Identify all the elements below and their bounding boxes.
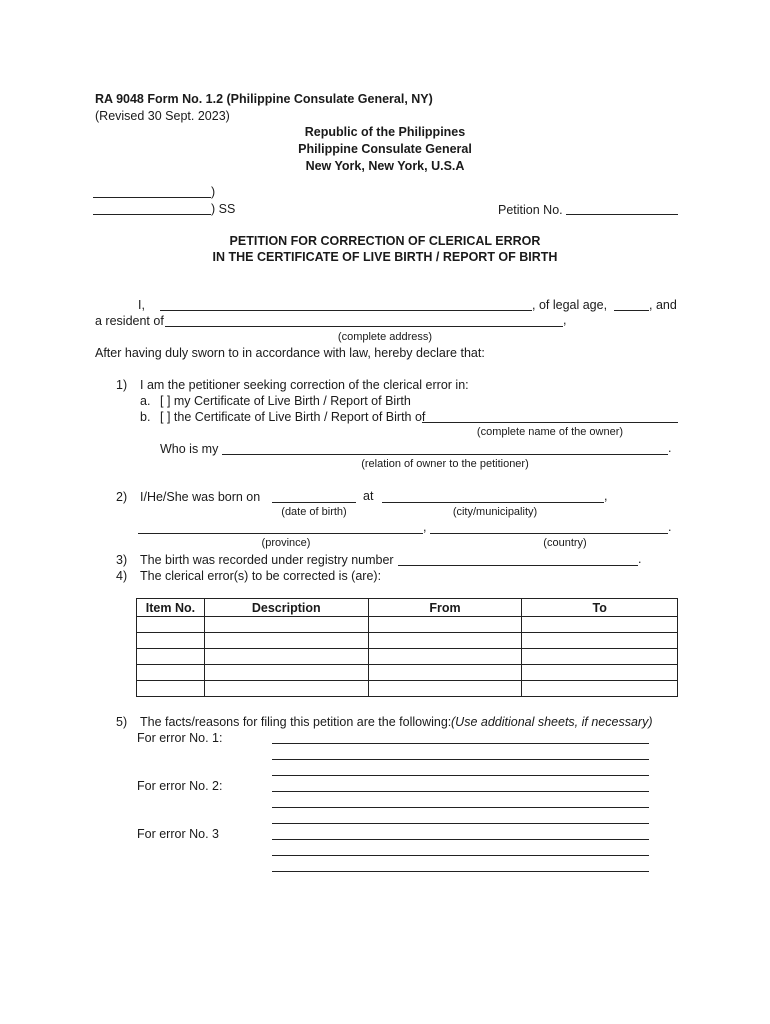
table-cell[interactable]	[522, 649, 678, 665]
clerical-error-table	[136, 598, 678, 697]
option-b-label: b.	[140, 410, 151, 424]
option-a-checkbox-text[interactable]: [ ] my Certificate of Live Birth / Report of Birth	[160, 394, 411, 408]
i-label: I,	[138, 298, 145, 312]
birth-city-field[interactable]	[382, 502, 604, 503]
relation-caption: (relation of owner to the petitioner)	[361, 458, 529, 470]
item-4-text: The clerical error(s) to be corrected is (are):	[140, 569, 382, 583]
table-cell[interactable]	[522, 617, 678, 633]
error-1-reason-line-3[interactable]	[272, 775, 649, 776]
table-row	[137, 649, 678, 665]
address-comma: ,	[563, 313, 567, 327]
relation-period: .	[668, 441, 672, 455]
item-1-number: 1)	[116, 378, 128, 392]
venue-line-2[interactable]	[93, 214, 211, 215]
table-row	[137, 617, 678, 633]
option-b-checkbox-text[interactable]: [ ] the Certificate of Live Birth / Report of Birth of	[160, 410, 426, 424]
item-5-number: 5)	[116, 715, 128, 729]
table-header-row	[137, 599, 678, 617]
column-header-from: From	[368, 599, 522, 617]
table-row	[137, 681, 678, 697]
table-cell[interactable]	[137, 649, 205, 665]
petition-title-line-2: IN THE CERTIFICATE OF LIVE BIRTH / REPORT OF BIRTH	[212, 250, 558, 264]
table-cell[interactable]	[137, 633, 205, 649]
error-3-reason-line-1[interactable]	[272, 839, 649, 840]
item-1-text: I am the petitioner seeking correction of the clerical error in:	[140, 378, 469, 392]
resident-of-label: a resident of	[95, 314, 164, 328]
age-field[interactable]	[614, 310, 649, 311]
table-cell[interactable]	[368, 681, 522, 697]
petitioner-name-field[interactable]	[160, 310, 532, 311]
error-1-label: For error No. 1:	[137, 731, 223, 745]
item-5-note: (Use additional sheets, if necessary)	[451, 715, 653, 729]
error-3-label: For error No. 3	[137, 827, 219, 841]
item-3-number: 3)	[116, 553, 128, 567]
owner-name-caption: (complete name of the owner)	[476, 426, 624, 438]
table-cell[interactable]	[204, 617, 368, 633]
table-cell[interactable]	[522, 633, 678, 649]
table-cell[interactable]	[204, 649, 368, 665]
birth-country-field[interactable]	[430, 533, 668, 534]
registry-period: .	[638, 552, 642, 566]
error-3-reason-line-3[interactable]	[272, 871, 649, 872]
registry-number-field[interactable]	[398, 565, 638, 566]
table-cell[interactable]	[204, 681, 368, 697]
agency-line-2: Philippine Consulate General	[298, 142, 472, 156]
table-cell[interactable]	[368, 633, 522, 649]
error-2-label: For error No. 2:	[137, 779, 223, 793]
column-header-description: Description	[204, 599, 368, 617]
country-period: .	[668, 520, 672, 534]
province-caption: (province)	[261, 537, 311, 549]
item-5-text: The facts/reasons for filing this petition are the following:	[140, 715, 452, 729]
form-id: RA 9048 Form No. 1.2 (Philippine Consulate General, NY)	[95, 92, 433, 106]
error-1-reason-line-2[interactable]	[272, 759, 649, 760]
birth-province-field[interactable]	[138, 533, 423, 534]
venue-bracket-1: )	[211, 185, 216, 199]
date-caption: (date of birth)	[281, 506, 347, 518]
relation-field[interactable]	[222, 454, 668, 455]
item-3-text: The birth was recorded under registry number	[140, 553, 394, 567]
city-comma: ,	[604, 489, 608, 503]
petition-no-field[interactable]	[566, 214, 678, 215]
table-cell[interactable]	[522, 681, 678, 697]
sworn-statement: After having duly sworn to in accordance with law, hereby declare that:	[95, 346, 485, 360]
table-cell[interactable]	[204, 633, 368, 649]
agency-line-3: New York, New York, U.S.A	[305, 159, 465, 173]
table-row	[137, 633, 678, 649]
venue-line-1[interactable]	[93, 197, 211, 198]
item-4-number: 4)	[116, 569, 128, 583]
error-2-reason-line-1[interactable]	[272, 791, 649, 792]
agency-line-1: Republic of the Philippines	[304, 125, 466, 139]
who-is-my-label: Who is my	[160, 442, 219, 456]
venue-bracket-2: ) SS	[211, 202, 236, 216]
table-cell[interactable]	[137, 665, 205, 681]
table-cell[interactable]	[137, 617, 205, 633]
error-1-reason-line-1[interactable]	[272, 743, 649, 744]
country-caption: (country)	[543, 537, 587, 549]
table-cell[interactable]	[522, 665, 678, 681]
petition-no-label: Petition No.	[498, 203, 563, 217]
legal-age-label: , of legal age,	[532, 298, 608, 312]
column-header-item-no: Item No.	[137, 599, 205, 617]
owner-name-field[interactable]	[422, 422, 678, 423]
error-2-reason-line-2[interactable]	[272, 807, 649, 808]
revised-date: (Revised 30 Sept. 2023)	[95, 109, 230, 123]
province-comma: ,	[423, 520, 427, 534]
table-cell[interactable]	[368, 617, 522, 633]
petition-title-line-1: PETITION FOR CORRECTION OF CLERICAL ERROR	[229, 234, 541, 248]
table-cell[interactable]	[368, 665, 522, 681]
and-label: , and	[649, 298, 677, 312]
address-caption: (complete address)	[337, 331, 433, 343]
error-3-reason-line-2[interactable]	[272, 855, 649, 856]
at-label: at	[363, 489, 374, 503]
item-2-number: 2)	[116, 490, 128, 504]
column-header-to: To	[522, 599, 678, 617]
item-2-text: I/He/She was born on	[140, 490, 261, 504]
birth-date-field[interactable]	[272, 502, 356, 503]
option-a-label: a.	[140, 394, 151, 408]
table-cell[interactable]	[137, 681, 205, 697]
table-cell[interactable]	[368, 649, 522, 665]
table-row	[137, 665, 678, 681]
address-field[interactable]	[165, 326, 563, 327]
city-caption: (city/municipality)	[452, 506, 538, 518]
error-2-reason-line-3[interactable]	[272, 823, 649, 824]
table-cell[interactable]	[204, 665, 368, 681]
